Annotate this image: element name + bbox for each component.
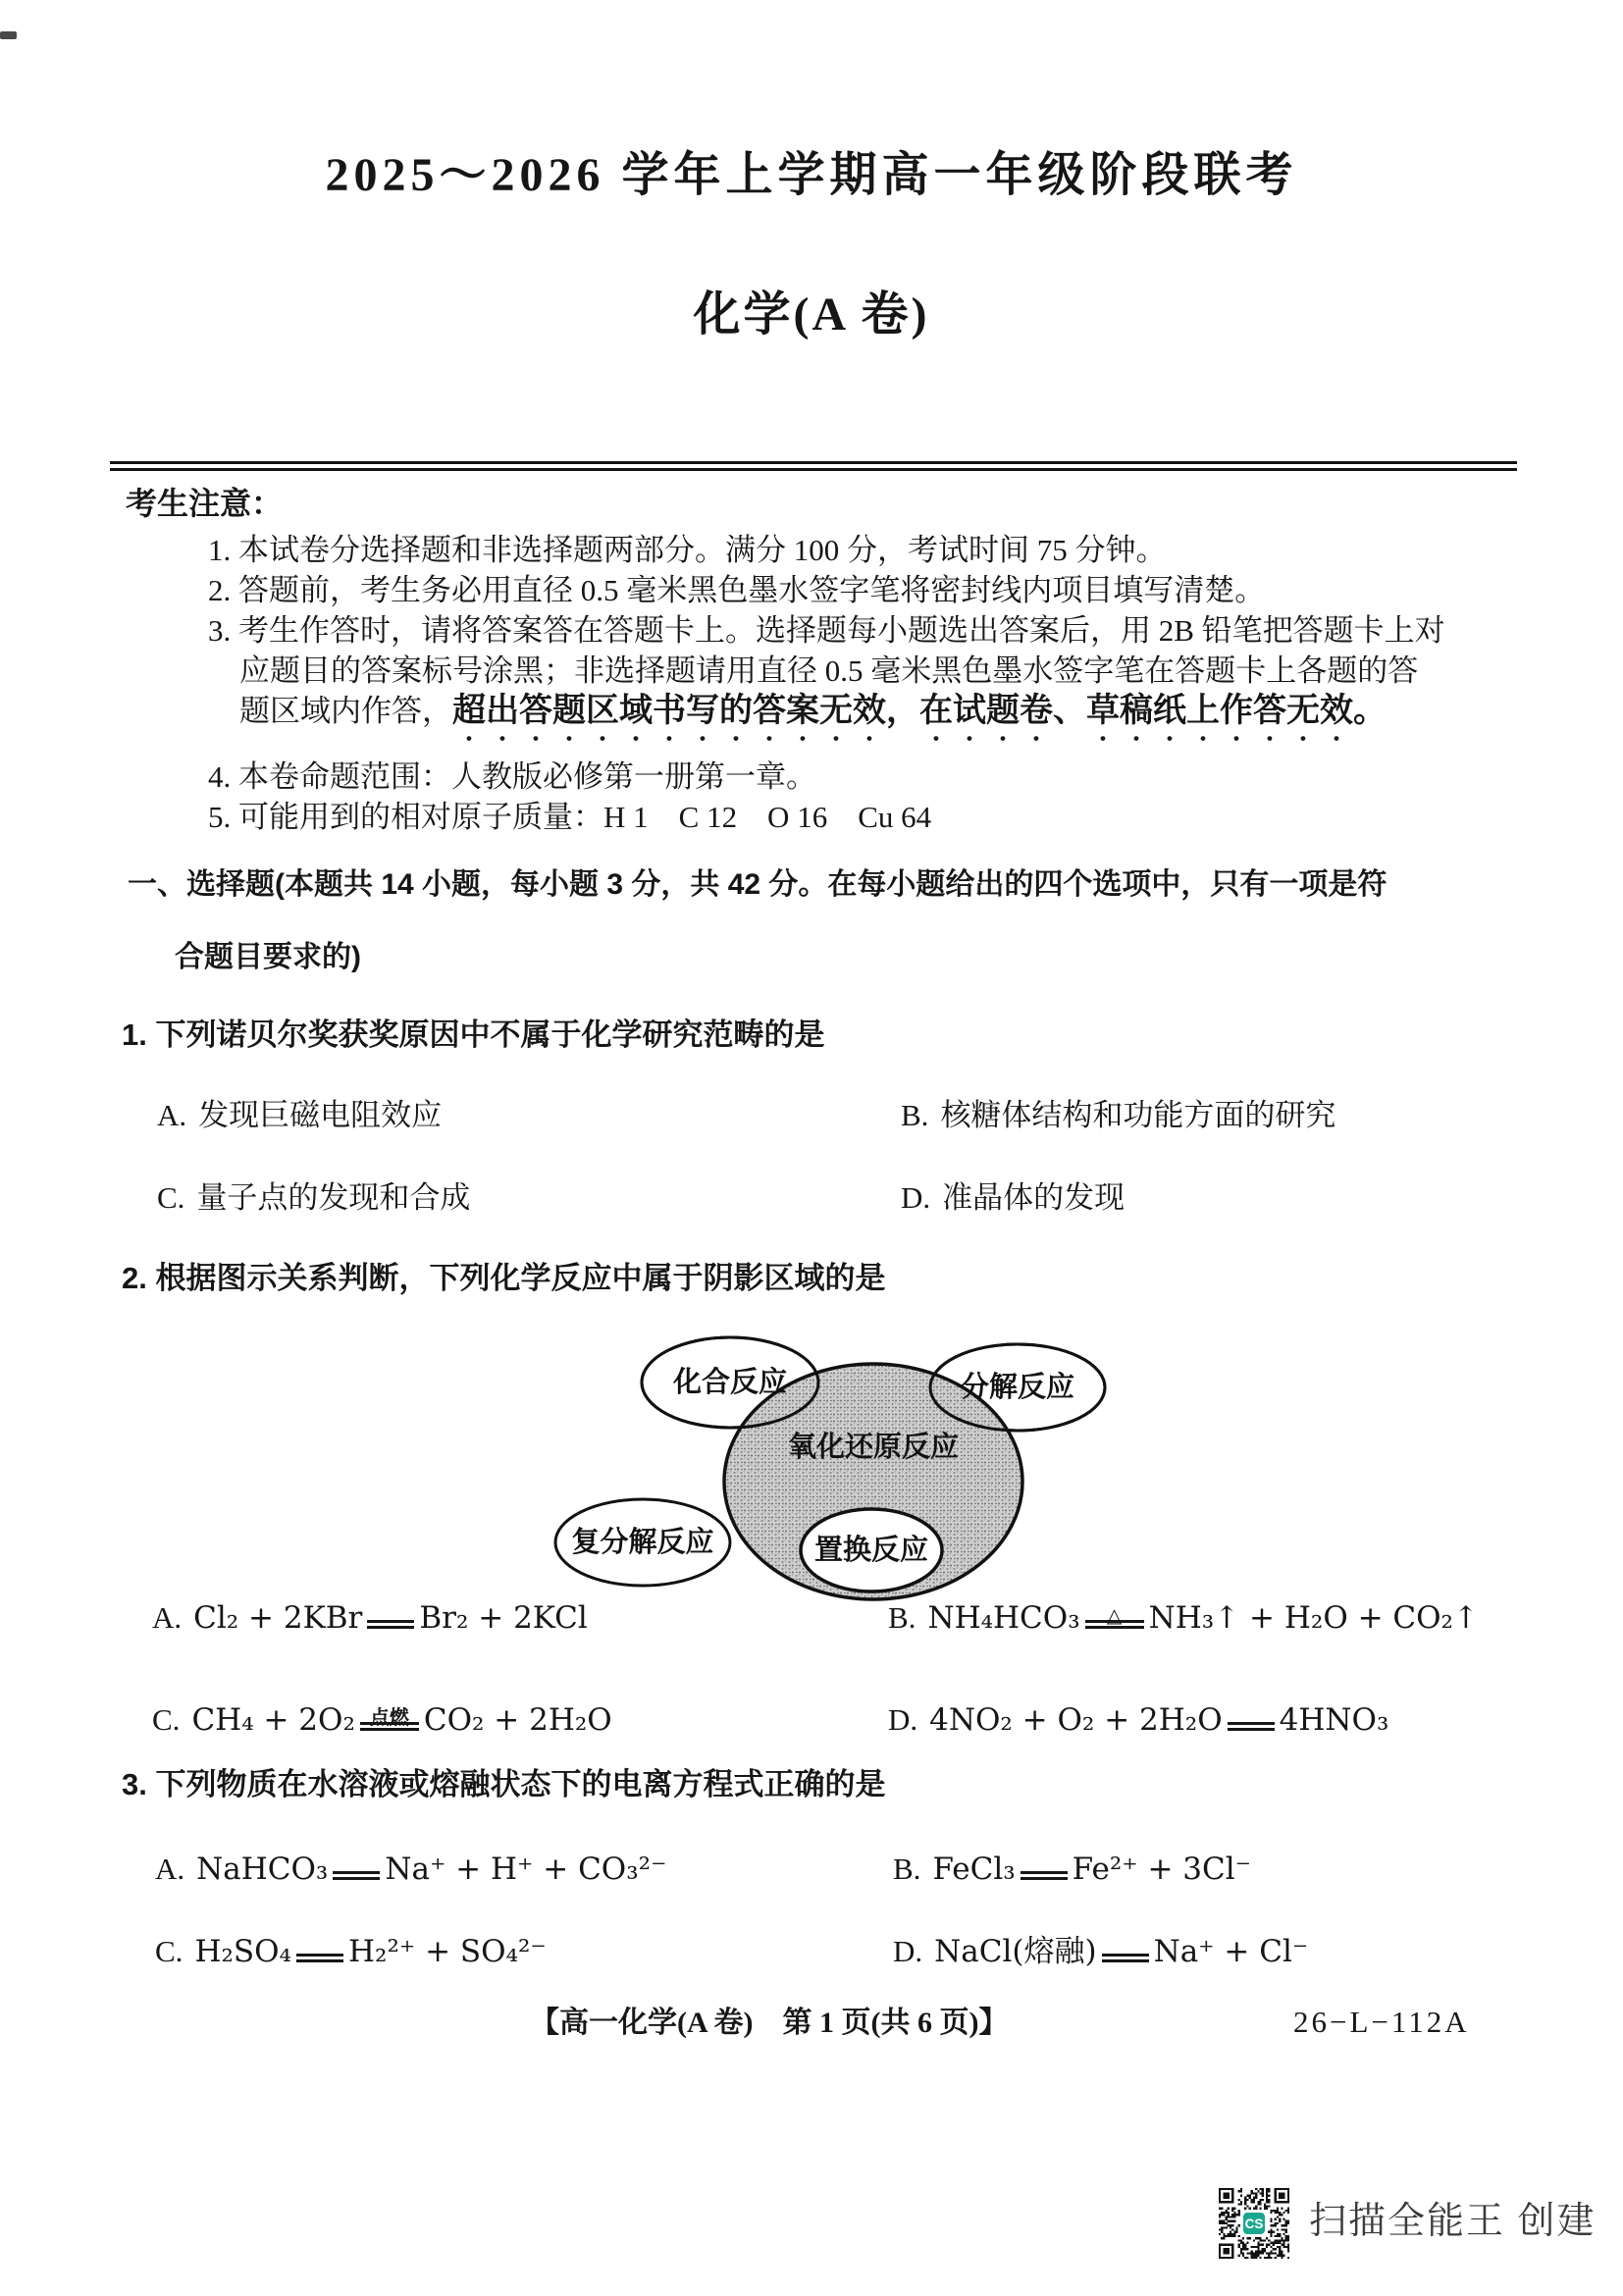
notice-text: 2. 答题前，考生务必用直径 0.5 毫米黑色墨水签字笔将密封线内项目填写清楚。 (208, 573, 1266, 607)
q2-option-d (888, 1701, 1388, 1740)
equation-term: NaCl(熔融) (934, 1934, 1097, 1969)
equals-line (333, 1871, 380, 1880)
equation-term: Cl₂ + 2KBr (193, 1600, 363, 1636)
q3-option-c (155, 1933, 547, 1971)
decomposition-label: 分解反应 (960, 1372, 1075, 1403)
option-label: D. (893, 1934, 923, 1968)
option-text: 准晶体的发现 (942, 1180, 1126, 1215)
equation-term: H₂SO₄ (194, 1934, 291, 1969)
ionization-equation (934, 1934, 1308, 1969)
equation-term: FeCl₃ (932, 1852, 1016, 1887)
notice-list (208, 530, 1445, 837)
notice-emphasis-text: 超出答题区域书写的答案无效，在试题卷、草稿纸上作答无效。 (452, 692, 1387, 729)
q3-option-d (893, 1933, 1308, 1971)
option-label: B. (888, 1600, 916, 1635)
option-label: A. (157, 1098, 187, 1132)
camscanner-logo-text: CS (1244, 2216, 1264, 2231)
option-label: B. (901, 1098, 929, 1132)
question-1-stem: 1. 下列诺贝尔奖获奖原因中不属于化学研究范畴的是 (122, 1018, 825, 1052)
notice-line (208, 530, 1445, 570)
notice-line (208, 610, 1445, 651)
q2-option-b (888, 1599, 1479, 1638)
subject-title: 化学(A 卷) (693, 288, 930, 340)
double-line-equals (1085, 1601, 1144, 1638)
equals-line (1228, 1722, 1275, 1731)
option-text: 量子点的发现和合成 (196, 1180, 471, 1215)
chemical-equation (193, 1600, 588, 1636)
equation-term: Na⁺ + H⁺ + CO₃²⁻ (385, 1852, 667, 1887)
option-label: A. (155, 1852, 185, 1886)
camscanner-watermark-text: 扫描全能王 创建 (1309, 2201, 1597, 2242)
footer-page-info: 【高一化学(A 卷) 第 1 页(共 6 页)】 (530, 2007, 1009, 2039)
reaction-venn-diagram (520, 1327, 1168, 1611)
chemical-equation (929, 1702, 1388, 1738)
notice-text: 题区域内作答， (239, 694, 452, 728)
equals-line (1021, 1871, 1068, 1880)
q2-option-c (152, 1701, 612, 1740)
notice-line (208, 797, 1445, 837)
q1-option-c (157, 1179, 470, 1216)
metathesis-label: 复分解反应 (571, 1527, 714, 1558)
reaction-condition: 点燃 (369, 1707, 409, 1730)
option-label: D. (888, 1702, 918, 1737)
ionization-equation (196, 1852, 666, 1887)
reaction-condition: △ (1106, 1605, 1123, 1628)
equation-term: CO₂ + 2H₂O (423, 1702, 612, 1738)
equals-line (367, 1620, 414, 1629)
notice-text: 4. 本卷命题范围：人教版必修第一册第一章。 (208, 759, 816, 794)
equation-term: Fe²⁺ + 3Cl⁻ (1072, 1852, 1252, 1887)
notice-text: 1. 本试卷分选择题和非选择题两部分。满分 100 分，考试时间 75 分钟。 (208, 533, 1167, 567)
section-header-line1: 一、选择题(本题共 14 小题，每小题 3 分，共 42 分。在每小题给出的四个选项中，只有一项是符 (128, 868, 1387, 901)
notice-header: 考生注意： (126, 486, 284, 521)
option-label: D. (901, 1180, 931, 1215)
q1-option-a (157, 1097, 442, 1133)
double-line-equals (333, 1852, 380, 1889)
equals-line (296, 1954, 343, 1962)
double-line-equals (296, 1935, 343, 1971)
equation-term: NH₃↑ + H₂O + CO₂↑ (1148, 1600, 1479, 1636)
scan-artifact-dash (0, 31, 17, 39)
displacement-label: 置换反应 (813, 1535, 929, 1566)
equation-term: 4HNO₃ (1279, 1702, 1389, 1738)
equation-term: 4NO₂ + O₂ + 2H₂O (929, 1702, 1223, 1738)
equation-term: CH₄ + 2O₂ (191, 1702, 355, 1738)
option-text: 核糖体结构和功能方面的研究 (940, 1098, 1336, 1132)
double-line-equals (1102, 1935, 1149, 1971)
notice-text: 应题目的答案标号涂黑；非选择题请用直径 0.5 毫米黑色墨水签字笔在答题卡上各题的答 (239, 653, 1419, 688)
notice-text: 3. 考生作答时，请将答案答在答题卡上。选择题每小题选出答案后，用 2B 铅笔把答题卡上对 (208, 613, 1445, 648)
option-label: C. (157, 1180, 185, 1215)
q3-option-a (155, 1851, 666, 1889)
section-header-line2: 合题目要求的) (175, 941, 361, 973)
equals-line (1102, 1954, 1149, 1962)
equation-term: NaHCO₃ (196, 1852, 329, 1887)
equation-term: H₂²⁺ + SO₄²⁻ (347, 1934, 547, 1969)
double-line-equals (1228, 1703, 1275, 1740)
notice-text: 5. 可能用到的相对原子质量：H 1 C 12 O 16 Cu 64 (208, 800, 932, 834)
q1-option-d (901, 1179, 1125, 1216)
footer-paper-code: 26−L−112A (1293, 2005, 1470, 2039)
q1-option-b (901, 1097, 1335, 1133)
question-3-stem: 3. 下列物质在水溶液或熔融状态下的电离方程式正确的是 (122, 1767, 886, 1801)
option-label: C. (152, 1702, 181, 1737)
double-rule (110, 461, 1517, 471)
notice-line (208, 757, 1445, 797)
double-line-equals (360, 1703, 419, 1740)
notice-line (208, 570, 1445, 610)
chemical-equation (927, 1600, 1479, 1636)
double-line-equals (1021, 1852, 1068, 1889)
q3-option-b (893, 1851, 1251, 1889)
qr-code (1219, 2188, 1289, 2259)
notice-line (239, 651, 1445, 691)
ionization-equation (194, 1934, 546, 1969)
double-line-equals (367, 1601, 414, 1638)
combination-label: 化合反应 (672, 1367, 788, 1398)
notice-line (239, 691, 1445, 748)
option-label: C. (155, 1934, 183, 1968)
redox-label: 氧化还原反应 (787, 1432, 960, 1463)
option-label: A. (152, 1600, 183, 1635)
option-label: B. (893, 1852, 921, 1886)
chemical-equation (191, 1702, 611, 1738)
equation-term: Na⁺ + Cl⁻ (1153, 1934, 1309, 1969)
q2-option-a (152, 1599, 588, 1638)
equation-term: Br₂ + 2KCl (419, 1600, 588, 1636)
option-text: 发现巨磁电阻效应 (198, 1098, 443, 1132)
question-2-stem: 2. 根据图示关系判断，下列化学反应中属于阴影区域的是 (122, 1261, 886, 1295)
equation-term: NH₄HCO₃ (927, 1600, 1080, 1636)
exam-session-title: 2025～2026 学年上学期高一年级阶段联考 (325, 149, 1298, 201)
ionization-equation (932, 1852, 1251, 1887)
